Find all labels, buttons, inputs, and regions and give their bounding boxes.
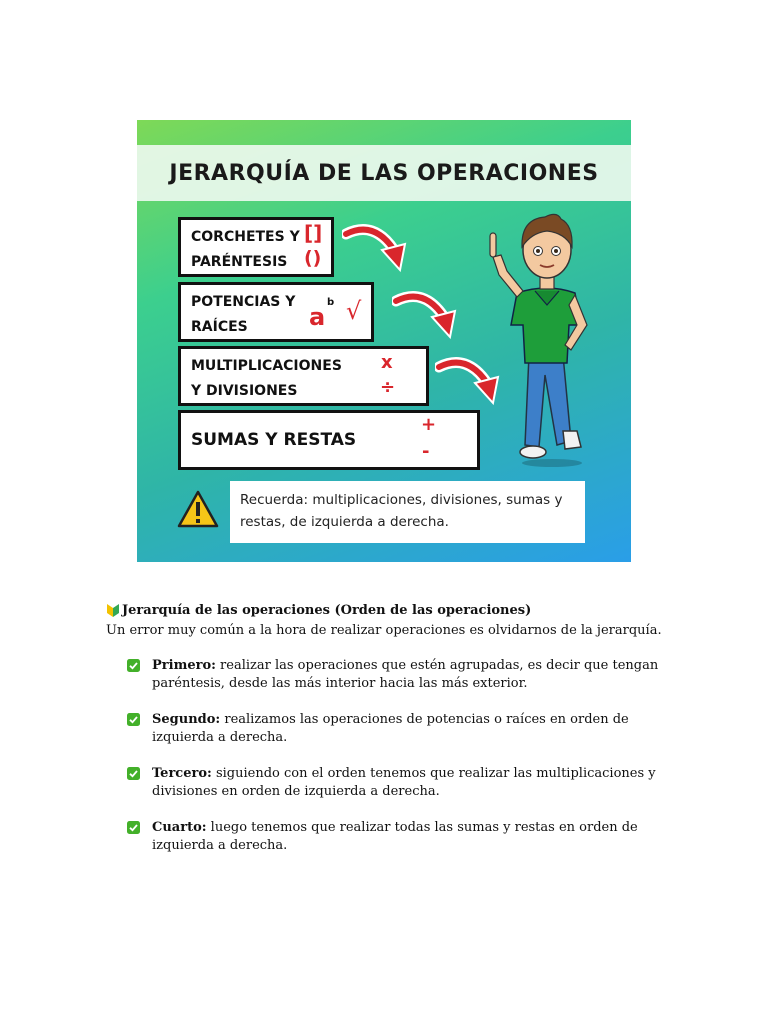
step-label: Segundo: [152,712,221,727]
curved-arrow-icon [392,287,462,342]
divide-symbol: ÷ [380,377,396,398]
step-description: siguiendo con el orden tenemos que realizar las multiplicaciones y divisiones en orden de izquierda a derecha. [152,766,656,799]
steps-list [127,657,667,873]
check-icon [127,821,140,834]
reminder-note: Recuerda: multiplicaciones, divisiones, sumas y restas, de izquierda a derecha. [230,481,585,543]
check-icon [127,767,140,780]
plus-symbol: + [421,414,437,435]
step-label: Primero: [152,658,216,673]
step-description: realizar las operaciones que estén agrupadas, es decir que tengan paréntesis, desde las más interior hacia las más exterior. [152,658,659,691]
boy-character-illustration [477,205,617,485]
warning-icon [177,490,219,528]
step-label-line1: MULTIPLICACIONES [191,358,342,374]
step-label-line2: Y DIVISIONES [191,383,298,399]
parentheses-symbol: () [304,247,322,269]
step-label-line2: RAÍCES [191,319,248,335]
intro-paragraph: Un error muy común a la hora de realizar operaciones es olvidarnos de la jerarquía. [106,623,662,638]
check-icon [127,713,140,726]
step-description: realizamos las operaciones de potencias o raíces en orden de izquierda a derecha. [152,712,629,745]
step-label-line1: POTENCIAS Y [191,294,296,310]
step-label-line1: CORCHETES Y [191,229,300,245]
beginner-leaf-icon [106,602,120,618]
root-symbol: √ [346,297,362,325]
list-item [127,657,667,693]
list-item [127,711,667,747]
brackets-symbol: [] [304,221,323,245]
section-heading-text: Jerarquía de las operaciones (Orden de las operaciones) [122,602,532,618]
section-heading [106,602,531,618]
check-icon [127,659,140,672]
step-label: Cuarto: [152,820,207,835]
step-label-line2: PARÉNTESIS [191,254,288,270]
list-item [127,819,667,855]
minus-symbol: - [422,441,430,462]
power-base-symbol: a [309,303,326,331]
power-exponent-symbol: b [327,297,335,308]
step-label-line1: SUMAS Y RESTAS [191,430,357,450]
infographic-title: JERARQUÍA DE LAS OPERACIONES [169,160,599,186]
step-box-multiplication [178,346,429,406]
multiply-symbol: x [381,352,393,373]
step-box-addition [178,410,480,470]
step-box-powers [178,282,374,342]
hierarchy-infographic [137,120,631,562]
step-description: luego tenemos que realizar todas las sumas y restas en orden de izquierda a derecha. [152,820,638,853]
list-item [127,765,667,801]
infographic-title-band [137,145,631,201]
curved-arrow-icon [342,220,412,275]
step-box-brackets [178,217,334,277]
step-label: Tercero: [152,766,212,781]
